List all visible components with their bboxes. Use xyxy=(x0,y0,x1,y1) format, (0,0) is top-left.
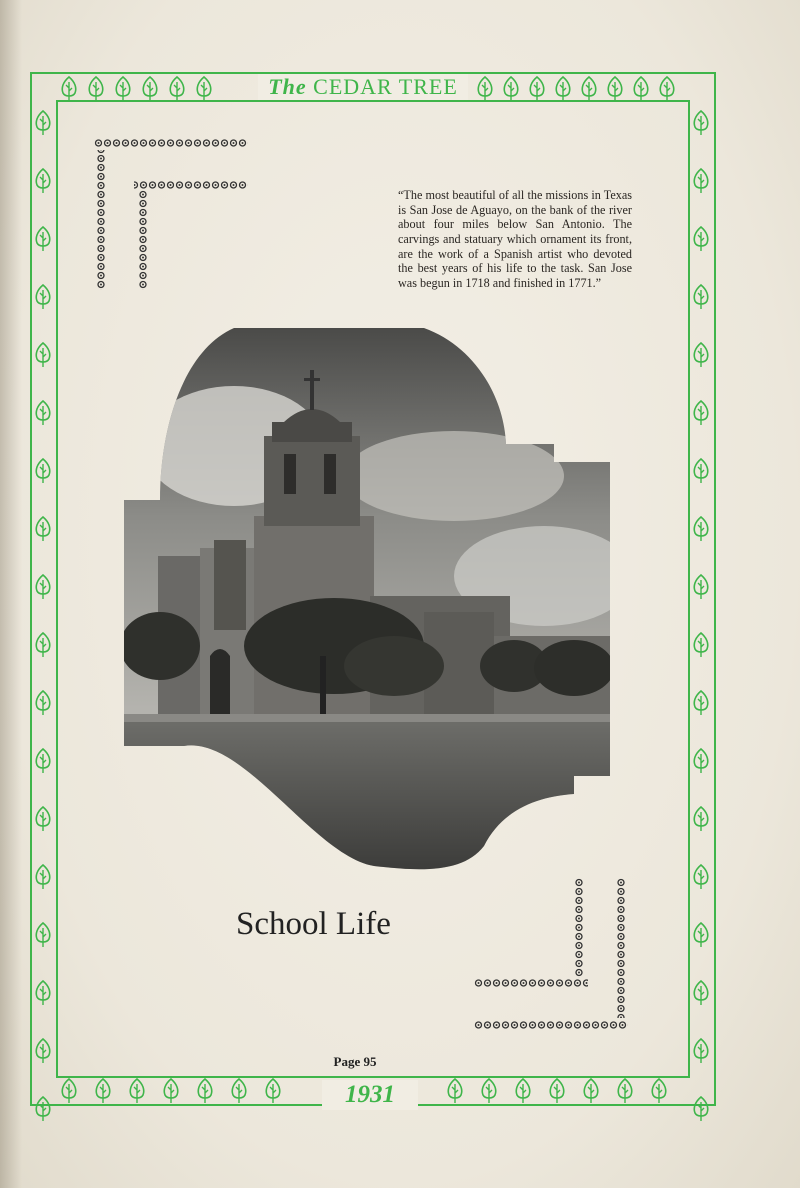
cedar-tree-icon xyxy=(94,1078,112,1109)
cedar-tree-icon xyxy=(692,690,710,721)
cedar-tree-icon xyxy=(168,76,186,107)
cedar-tree-icon xyxy=(34,226,52,257)
cedar-tree-icon xyxy=(692,574,710,605)
cedar-tree-icon xyxy=(34,400,52,431)
cedar-tree-icon xyxy=(264,1078,282,1109)
cedar-tree-icon xyxy=(692,458,710,489)
cedar-tree-icon xyxy=(692,400,710,431)
cedar-tree-icon xyxy=(692,110,710,141)
cedar-tree-icon xyxy=(34,806,52,837)
cedar-tree-icon xyxy=(692,168,710,199)
cedar-tree-icon xyxy=(60,1078,78,1109)
cedar-tree-icon xyxy=(34,748,52,779)
cedar-tree-icon xyxy=(692,1038,710,1069)
cedar-tree-icon xyxy=(554,76,572,107)
cedar-tree-icon xyxy=(87,76,105,107)
cedar-tree-icon xyxy=(650,1078,668,1109)
cedar-tree-icon xyxy=(692,516,710,547)
cedar-tree-icon xyxy=(692,748,710,779)
cedar-tree-icon xyxy=(514,1078,532,1109)
cedar-tree-icon xyxy=(692,864,710,895)
cedar-tree-icon xyxy=(446,1078,464,1109)
cedar-tree-icon xyxy=(692,632,710,663)
cedar-tree-icon xyxy=(34,980,52,1011)
cedar-tree-icon xyxy=(616,1078,634,1109)
cedar-tree-icon xyxy=(34,458,52,489)
left-tree-column xyxy=(34,110,52,1154)
cedar-tree-icon xyxy=(60,76,78,107)
cedar-tree-icon xyxy=(658,76,676,107)
cedar-tree-icon xyxy=(34,110,52,141)
cedar-tree-icon xyxy=(692,342,710,373)
cedar-tree-icon xyxy=(34,1038,52,1069)
bottom-right-tree-row xyxy=(446,1078,684,1109)
cedar-tree-icon xyxy=(548,1078,566,1109)
top-left-tree-row xyxy=(60,76,222,107)
bottom-right-corner-ornament xyxy=(474,878,630,1034)
cedar-tree-icon xyxy=(162,1078,180,1109)
cedar-tree-icon xyxy=(196,1078,214,1109)
cedar-tree-icon xyxy=(34,284,52,315)
right-tree-column xyxy=(692,110,710,1154)
cedar-tree-icon xyxy=(34,342,52,373)
cedar-tree-icon xyxy=(34,632,52,663)
top-right-tree-row xyxy=(476,76,684,107)
cedar-tree-icon xyxy=(230,1078,248,1109)
mission-quote: “The most beautiful of all the missions in Texas is San Jose de Aguayo, on the bank of the river about four miles below San Antonio. The carvings and statuary which ornament its front, are the work of a Spanish artist who devoted the best years of his life to the task. San Jose was begun in 1718 and finished in 1771.” xyxy=(398,188,632,290)
cedar-tree-icon xyxy=(34,690,52,721)
section-title: School Life xyxy=(236,906,391,942)
cedar-tree-icon xyxy=(141,76,159,107)
cedar-tree-icon xyxy=(34,1096,52,1127)
cedar-tree-icon xyxy=(606,76,624,107)
cedar-tree-icon xyxy=(34,574,52,605)
cedar-tree-icon xyxy=(582,1078,600,1109)
publication-title xyxy=(258,74,468,100)
cedar-tree-icon xyxy=(692,226,710,257)
bottom-left-tree-row xyxy=(60,1078,298,1109)
cedar-tree-icon xyxy=(34,516,52,547)
cedar-tree-icon xyxy=(632,76,650,107)
cedar-tree-icon xyxy=(476,76,494,107)
title-main: CEDAR TREE xyxy=(313,74,458,99)
top-left-corner-ornament xyxy=(94,136,250,292)
cedar-tree-icon xyxy=(34,168,52,199)
cedar-tree-icon xyxy=(692,284,710,315)
cedar-tree-icon xyxy=(692,1096,710,1127)
cedar-tree-icon xyxy=(128,1078,146,1109)
mission-san-jose-photo xyxy=(124,326,610,872)
cedar-tree-icon xyxy=(692,980,710,1011)
cedar-tree-icon xyxy=(580,76,598,107)
spine-shadow xyxy=(0,0,22,1188)
cedar-tree-icon xyxy=(480,1078,498,1109)
cedar-tree-icon xyxy=(34,864,52,895)
cedar-tree-icon xyxy=(502,76,520,107)
year-label: 1931 xyxy=(322,1080,418,1110)
cedar-tree-icon xyxy=(34,922,52,953)
cedar-tree-icon xyxy=(692,922,710,953)
cedar-tree-icon xyxy=(528,76,546,107)
title-prefix: The xyxy=(268,74,307,99)
page-number: Page 95 xyxy=(333,1054,377,1069)
cedar-tree-icon xyxy=(114,76,132,107)
cedar-tree-icon xyxy=(195,76,213,107)
cedar-tree-icon xyxy=(692,806,710,837)
